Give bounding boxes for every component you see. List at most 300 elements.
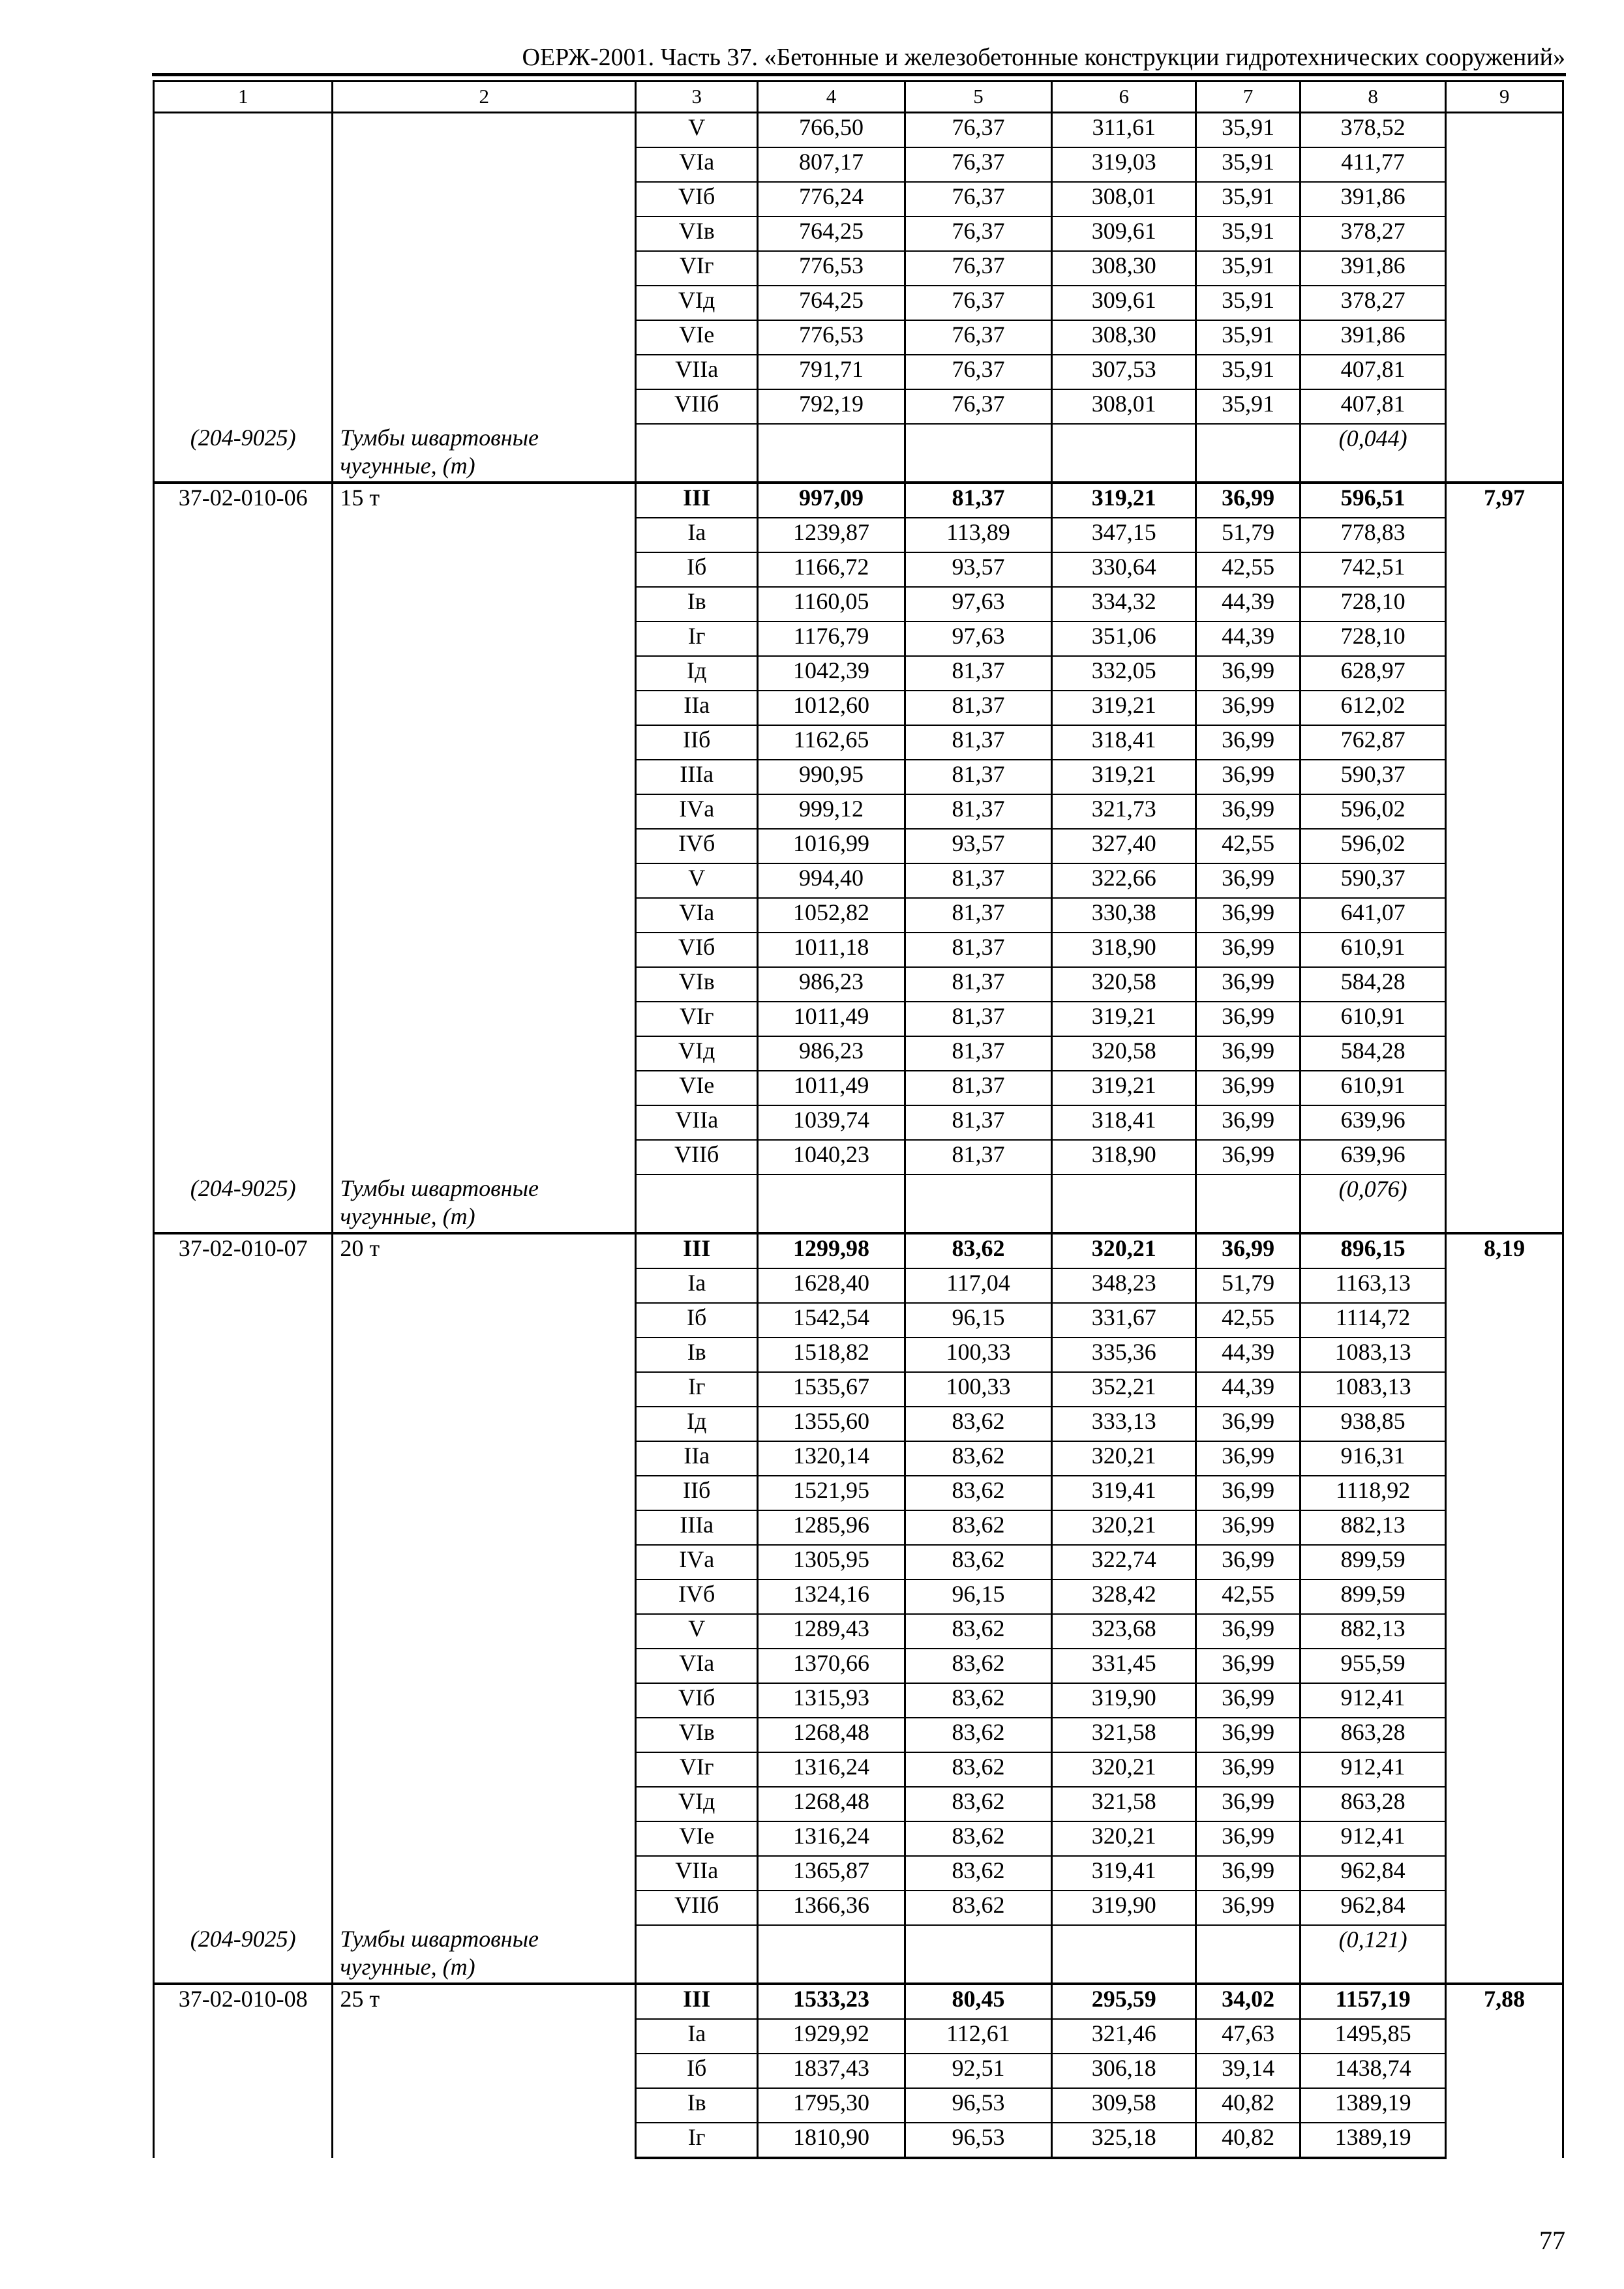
cell-col3: IIIа xyxy=(636,760,758,794)
rate-code: 37-02-010-06 xyxy=(154,483,333,1174)
cell-col8: 955,59 xyxy=(1300,1649,1445,1683)
cell-col6: 351,06 xyxy=(1052,621,1196,656)
cell-col5: 76,37 xyxy=(905,251,1051,286)
cell-col6: 308,01 xyxy=(1052,182,1196,217)
cell-col8: 628,97 xyxy=(1300,656,1445,691)
cell-col3: VIа xyxy=(636,1649,758,1683)
cell-col3: VIIа xyxy=(636,1105,758,1140)
cell-col6: 320,21 xyxy=(1052,1821,1196,1856)
cell-col7: 36,99 xyxy=(1196,863,1301,898)
resource-row xyxy=(154,424,1563,483)
cell-col6: 335,36 xyxy=(1052,1338,1196,1372)
cell-col5: 83,62 xyxy=(905,1441,1051,1476)
cell-col6: 318,41 xyxy=(1052,1105,1196,1140)
cell-col4: 1162,65 xyxy=(758,725,905,760)
cell-col5: 92,51 xyxy=(905,2054,1051,2088)
price-table xyxy=(153,80,1564,2159)
cell-col4: 1365,87 xyxy=(758,1856,905,1891)
column-number: 3 xyxy=(636,82,758,113)
cell-col6: 352,21 xyxy=(1052,1372,1196,1407)
header-rule xyxy=(152,73,1566,76)
cell-col7: 35,91 xyxy=(1196,147,1301,182)
cell-col7: 35,91 xyxy=(1196,389,1301,424)
cell-col3: VIIб xyxy=(636,389,758,424)
cell-col7: 36,99 xyxy=(1196,1614,1301,1649)
cell-col7: 36,99 xyxy=(1196,760,1301,794)
cell-col5: 113,89 xyxy=(905,518,1051,552)
cell-col5: 97,63 xyxy=(905,587,1051,621)
cell-col6: 321,46 xyxy=(1052,2019,1196,2054)
cell-col5: 96,53 xyxy=(905,2123,1051,2158)
resource-row xyxy=(154,1925,1563,1984)
cell-col6: 323,68 xyxy=(1052,1614,1196,1649)
cell-col7: 36,99 xyxy=(1196,933,1301,967)
cell-col3: VIе xyxy=(636,1821,758,1856)
cell-col8: 1389,19 xyxy=(1300,2123,1445,2158)
resource-empty-cell xyxy=(1052,1925,1196,1984)
cell-col5: 81,37 xyxy=(905,898,1051,933)
cell-col6: 330,38 xyxy=(1052,898,1196,933)
cell-col5: 76,37 xyxy=(905,182,1051,217)
cell-col4: 1929,92 xyxy=(758,2019,905,2054)
cell-col5: 81,37 xyxy=(905,1036,1051,1071)
cell-col3: IIа xyxy=(636,1441,758,1476)
cell-col5: 83,62 xyxy=(905,1752,1051,1787)
cell-col5: 83,62 xyxy=(905,1821,1051,1856)
cell-col5: 117,04 xyxy=(905,1268,1051,1303)
resource-name: Тумбы швартовные чугунные, (т) xyxy=(333,1174,636,1233)
cell-col3: VIб xyxy=(636,182,758,217)
cell-col7: 36,99 xyxy=(1196,1752,1301,1787)
cell-col8: 728,10 xyxy=(1300,621,1445,656)
cell-col7: 35,91 xyxy=(1196,320,1301,355)
cell-col3: IIIа xyxy=(636,1510,758,1545)
cell-col5: 83,62 xyxy=(905,1407,1051,1441)
cell-col4: 1366,36 xyxy=(758,1891,905,1925)
resource-empty-cell xyxy=(758,424,905,483)
cell-col3: VIд xyxy=(636,286,758,320)
cell-col5: 81,37 xyxy=(905,656,1051,691)
cell-col3: V xyxy=(636,1614,758,1649)
cell-col5: 112,61 xyxy=(905,2019,1051,2054)
cell-col3: VIе xyxy=(636,320,758,355)
cell-col3: Iг xyxy=(636,1372,758,1407)
cell-col8: 912,41 xyxy=(1300,1752,1445,1787)
cell-col8: 962,84 xyxy=(1300,1856,1445,1891)
cell-col8: 912,41 xyxy=(1300,1683,1445,1718)
cell-col6: 307,53 xyxy=(1052,355,1196,389)
cell-col6: 331,67 xyxy=(1052,1303,1196,1338)
cell-col5: 81,37 xyxy=(905,725,1051,760)
cell-col6: 328,42 xyxy=(1052,1579,1196,1614)
cell-col6: 347,15 xyxy=(1052,518,1196,552)
cell-col3: Iб xyxy=(636,552,758,587)
cell-col4: 999,12 xyxy=(758,794,905,829)
cell-col7: 36,99 xyxy=(1196,1140,1301,1174)
cell-col3: V xyxy=(636,863,758,898)
column-number: 6 xyxy=(1052,82,1196,113)
table-row xyxy=(154,483,1563,518)
page-number: 77 xyxy=(1539,2226,1565,2255)
cell-col5: 83,62 xyxy=(905,1476,1051,1510)
cell-col3: VIа xyxy=(636,147,758,182)
resource-empty-cell xyxy=(905,1174,1051,1233)
cell-col6: 322,66 xyxy=(1052,863,1196,898)
cell-col7: 40,82 xyxy=(1196,2123,1301,2158)
cell-col7: 36,99 xyxy=(1196,1683,1301,1718)
column-number: 2 xyxy=(333,82,636,113)
resource-code: (204-9025) xyxy=(154,1174,333,1233)
cell-col5: 76,37 xyxy=(905,286,1051,320)
cell-col3: Iа xyxy=(636,2019,758,2054)
price-table-body xyxy=(154,82,1563,2159)
cell-col8: 391,86 xyxy=(1300,182,1445,217)
cell-col4: 1305,95 xyxy=(758,1545,905,1579)
cell-col7: 36,99 xyxy=(1196,1105,1301,1140)
cell-col7: 36,99 xyxy=(1196,1718,1301,1752)
cell-col3: IIб xyxy=(636,725,758,760)
cell-col4: 1315,93 xyxy=(758,1683,905,1718)
rate-name: 20 т xyxy=(333,1233,636,1925)
cell-col8: 1083,13 xyxy=(1300,1372,1445,1407)
cell-col8: 1114,72 xyxy=(1300,1303,1445,1338)
col9-value xyxy=(1446,113,1563,483)
cell-col3: IIа xyxy=(636,691,758,725)
cell-col4: 1239,87 xyxy=(758,518,905,552)
cell-col3: VIд xyxy=(636,1036,758,1071)
cell-col6: 327,40 xyxy=(1052,829,1196,863)
cell-col3: VIIб xyxy=(636,1891,758,1925)
cell-col6: 308,01 xyxy=(1052,389,1196,424)
cell-col8: 407,81 xyxy=(1300,389,1445,424)
cell-col4: 1011,49 xyxy=(758,1002,905,1036)
resource-value: (0,076) xyxy=(1300,1174,1445,1233)
cell-col5: 81,37 xyxy=(905,967,1051,1002)
cell-col7: 51,79 xyxy=(1196,518,1301,552)
cell-col6: 320,21 xyxy=(1052,1233,1196,1268)
cell-col6: 333,13 xyxy=(1052,1407,1196,1441)
cell-col4: 1320,14 xyxy=(758,1441,905,1476)
cell-col3: Iв xyxy=(636,587,758,621)
cell-col4: 776,53 xyxy=(758,251,905,286)
cell-col8: 899,59 xyxy=(1300,1579,1445,1614)
cell-col8: 1438,74 xyxy=(1300,2054,1445,2088)
cell-col4: 1052,82 xyxy=(758,898,905,933)
cell-col5: 83,62 xyxy=(905,1233,1051,1268)
cell-col4: 764,25 xyxy=(758,286,905,320)
cell-col6: 321,58 xyxy=(1052,1787,1196,1821)
cell-col8: 762,87 xyxy=(1300,725,1445,760)
cell-col8: 407,81 xyxy=(1300,355,1445,389)
cell-col7: 36,99 xyxy=(1196,691,1301,725)
cell-col5: 81,37 xyxy=(905,1071,1051,1105)
cell-col8: 590,37 xyxy=(1300,863,1445,898)
cell-col4: 1268,48 xyxy=(758,1718,905,1752)
cell-col6: 319,21 xyxy=(1052,1071,1196,1105)
cell-col7: 36,99 xyxy=(1196,483,1301,518)
cell-col3: Iб xyxy=(636,2054,758,2088)
cell-col4: 791,71 xyxy=(758,355,905,389)
cell-col7: 44,39 xyxy=(1196,587,1301,621)
cell-col5: 97,63 xyxy=(905,621,1051,656)
cell-col7: 36,99 xyxy=(1196,1510,1301,1545)
cell-col5: 81,37 xyxy=(905,483,1051,518)
cell-col5: 83,62 xyxy=(905,1683,1051,1718)
cell-col5: 81,37 xyxy=(905,863,1051,898)
resource-empty-cell xyxy=(636,1925,758,1984)
cell-col4: 1542,54 xyxy=(758,1303,905,1338)
cell-col6: 319,90 xyxy=(1052,1683,1196,1718)
cell-col7: 36,99 xyxy=(1196,1036,1301,1071)
cell-col6: 321,58 xyxy=(1052,1718,1196,1752)
rate-code: 37-02-010-08 xyxy=(154,1984,333,2158)
cell-col3: Iв xyxy=(636,1338,758,1372)
cell-col8: 863,28 xyxy=(1300,1718,1445,1752)
cell-col8: 899,59 xyxy=(1300,1545,1445,1579)
cell-col3: VIв xyxy=(636,967,758,1002)
cell-col4: 1285,96 xyxy=(758,1510,905,1545)
cell-col8: 863,28 xyxy=(1300,1787,1445,1821)
cell-col4: 766,50 xyxy=(758,113,905,148)
cell-col6: 318,90 xyxy=(1052,933,1196,967)
cell-col8: 596,51 xyxy=(1300,483,1445,518)
resource-empty-cell xyxy=(758,1174,905,1233)
resource-value: (0,121) xyxy=(1300,1925,1445,1984)
cell-col7: 36,99 xyxy=(1196,1821,1301,1856)
cell-col6: 334,32 xyxy=(1052,587,1196,621)
cell-col3: VIг xyxy=(636,1002,758,1036)
cell-col4: 1160,05 xyxy=(758,587,905,621)
cell-col3: III xyxy=(636,1233,758,1268)
cell-col8: 596,02 xyxy=(1300,794,1445,829)
cell-col5: 76,37 xyxy=(905,320,1051,355)
cell-col6: 319,90 xyxy=(1052,1891,1196,1925)
cell-col7: 36,99 xyxy=(1196,1476,1301,1510)
cell-col5: 100,33 xyxy=(905,1338,1051,1372)
resource-empty-cell xyxy=(1052,424,1196,483)
cell-col4: 1628,40 xyxy=(758,1268,905,1303)
cell-col7: 42,55 xyxy=(1196,1579,1301,1614)
cell-col4: 1166,72 xyxy=(758,552,905,587)
resource-empty-cell xyxy=(905,424,1051,483)
cell-col5: 93,57 xyxy=(905,829,1051,863)
cell-col7: 36,99 xyxy=(1196,1407,1301,1441)
cell-col7: 44,39 xyxy=(1196,621,1301,656)
column-number: 7 xyxy=(1196,82,1301,113)
rate-code xyxy=(154,113,333,425)
cell-col6: 309,61 xyxy=(1052,286,1196,320)
cell-col7: 47,63 xyxy=(1196,2019,1301,2054)
cell-col3: Iб xyxy=(636,1303,758,1338)
cell-col6: 319,03 xyxy=(1052,147,1196,182)
cell-col8: 391,86 xyxy=(1300,251,1445,286)
cell-col4: 990,95 xyxy=(758,760,905,794)
cell-col8: 584,28 xyxy=(1300,1036,1445,1071)
resource-value: (0,044) xyxy=(1300,424,1445,483)
cell-col5: 100,33 xyxy=(905,1372,1051,1407)
table-row xyxy=(154,1984,1563,2019)
cell-col6: 319,21 xyxy=(1052,760,1196,794)
cell-col3: VIа xyxy=(636,898,758,933)
cell-col8: 912,41 xyxy=(1300,1821,1445,1856)
rate-name: 15 т xyxy=(333,483,636,1174)
cell-col3: VIв xyxy=(636,217,758,251)
cell-col6: 318,41 xyxy=(1052,725,1196,760)
cell-col5: 81,37 xyxy=(905,760,1051,794)
cell-col8: 1118,92 xyxy=(1300,1476,1445,1510)
column-number: 5 xyxy=(905,82,1051,113)
cell-col5: 76,37 xyxy=(905,389,1051,424)
cell-col6: 308,30 xyxy=(1052,320,1196,355)
resource-code: (204-9025) xyxy=(154,1925,333,1984)
cell-col7: 36,99 xyxy=(1196,967,1301,1002)
cell-col3: V xyxy=(636,113,758,148)
resource-name: Тумбы швартовные чугунные, (т) xyxy=(333,424,636,483)
cell-col4: 1837,43 xyxy=(758,2054,905,2088)
cell-col4: 1011,18 xyxy=(758,933,905,967)
cell-col7: 36,99 xyxy=(1196,725,1301,760)
cell-col3: VIд xyxy=(636,1787,758,1821)
cell-col7: 36,99 xyxy=(1196,898,1301,933)
cell-col3: Iг xyxy=(636,2123,758,2158)
resource-empty-cell xyxy=(1196,1174,1301,1233)
cell-col7: 39,14 xyxy=(1196,2054,1301,2088)
cell-col3: VIIа xyxy=(636,355,758,389)
cell-col8: 391,86 xyxy=(1300,320,1445,355)
cell-col8: 612,02 xyxy=(1300,691,1445,725)
cell-col8: 584,28 xyxy=(1300,967,1445,1002)
cell-col3: VIIб xyxy=(636,1140,758,1174)
cell-col4: 1012,60 xyxy=(758,691,905,725)
cell-col8: 728,10 xyxy=(1300,587,1445,621)
cell-col8: 938,85 xyxy=(1300,1407,1445,1441)
cell-col8: 896,15 xyxy=(1300,1233,1445,1268)
cell-col6: 325,18 xyxy=(1052,2123,1196,2158)
cell-col8: 962,84 xyxy=(1300,1891,1445,1925)
cell-col4: 1016,99 xyxy=(758,829,905,863)
cell-col4: 1370,66 xyxy=(758,1649,905,1683)
cell-col6: 319,21 xyxy=(1052,691,1196,725)
cell-col3: IVб xyxy=(636,829,758,863)
cell-col6: 319,41 xyxy=(1052,1476,1196,1510)
cell-col5: 81,37 xyxy=(905,1002,1051,1036)
cell-col5: 83,62 xyxy=(905,1856,1051,1891)
col9-value: 8,19 xyxy=(1446,1233,1563,1984)
cell-col4: 986,23 xyxy=(758,1036,905,1071)
cell-col8: 378,27 xyxy=(1300,286,1445,320)
cell-col7: 35,91 xyxy=(1196,182,1301,217)
cell-col6: 309,58 xyxy=(1052,2088,1196,2123)
cell-col7: 36,99 xyxy=(1196,794,1301,829)
cell-col8: 742,51 xyxy=(1300,552,1445,587)
cell-col4: 1316,24 xyxy=(758,1752,905,1787)
cell-col7: 36,99 xyxy=(1196,656,1301,691)
cell-col6: 322,74 xyxy=(1052,1545,1196,1579)
cell-col4: 1040,23 xyxy=(758,1140,905,1174)
cell-col4: 776,24 xyxy=(758,182,905,217)
cell-col7: 35,91 xyxy=(1196,113,1301,148)
cell-col4: 1176,79 xyxy=(758,621,905,656)
resource-code: (204-9025) xyxy=(154,424,333,483)
cell-col3: Iд xyxy=(636,1407,758,1441)
column-number-row xyxy=(154,82,1563,113)
cell-col4: 1289,43 xyxy=(758,1614,905,1649)
cell-col8: 590,37 xyxy=(1300,760,1445,794)
resource-empty-cell xyxy=(758,1925,905,1984)
resource-empty-cell xyxy=(1052,1174,1196,1233)
cell-col5: 81,37 xyxy=(905,933,1051,967)
cell-col7: 42,55 xyxy=(1196,1303,1301,1338)
cell-col8: 1163,13 xyxy=(1300,1268,1445,1303)
cell-col3: VIIа xyxy=(636,1856,758,1891)
cell-col7: 42,55 xyxy=(1196,552,1301,587)
cell-col7: 44,39 xyxy=(1196,1372,1301,1407)
cell-col7: 35,91 xyxy=(1196,286,1301,320)
cell-col8: 916,31 xyxy=(1300,1441,1445,1476)
cell-col6: 320,21 xyxy=(1052,1441,1196,1476)
cell-col4: 1355,60 xyxy=(758,1407,905,1441)
cell-col5: 76,37 xyxy=(905,217,1051,251)
cell-col5: 96,15 xyxy=(905,1579,1051,1614)
cell-col5: 81,37 xyxy=(905,1105,1051,1140)
cell-col6: 321,73 xyxy=(1052,794,1196,829)
cell-col8: 639,96 xyxy=(1300,1105,1445,1140)
resource-empty-cell xyxy=(1196,424,1301,483)
cell-col6: 311,61 xyxy=(1052,113,1196,148)
resource-empty-cell xyxy=(636,424,758,483)
cell-col3: VIб xyxy=(636,933,758,967)
cell-col3: Iв xyxy=(636,2088,758,2123)
cell-col5: 96,15 xyxy=(905,1303,1051,1338)
cell-col7: 36,99 xyxy=(1196,1787,1301,1821)
rate-code: 37-02-010-07 xyxy=(154,1233,333,1925)
cell-col8: 641,07 xyxy=(1300,898,1445,933)
cell-col7: 36,99 xyxy=(1196,1856,1301,1891)
cell-col7: 36,99 xyxy=(1196,1002,1301,1036)
cell-col5: 76,37 xyxy=(905,113,1051,148)
rate-name xyxy=(333,113,636,425)
cell-col3: VIв xyxy=(636,1718,758,1752)
cell-col4: 1299,98 xyxy=(758,1233,905,1268)
cell-col5: 93,57 xyxy=(905,552,1051,587)
cell-col7: 51,79 xyxy=(1196,1268,1301,1303)
cell-col7: 36,99 xyxy=(1196,1071,1301,1105)
cell-col8: 882,13 xyxy=(1300,1614,1445,1649)
cell-col4: 1521,95 xyxy=(758,1476,905,1510)
cell-col5: 83,62 xyxy=(905,1649,1051,1683)
cell-col6: 332,05 xyxy=(1052,656,1196,691)
column-number: 1 xyxy=(154,82,333,113)
cell-col8: 411,77 xyxy=(1300,147,1445,182)
cell-col4: 764,25 xyxy=(758,217,905,251)
cell-col7: 42,55 xyxy=(1196,829,1301,863)
cell-col4: 1268,48 xyxy=(758,1787,905,1821)
column-number: 9 xyxy=(1446,82,1563,113)
cell-col4: 1324,16 xyxy=(758,1579,905,1614)
cell-col3: Iд xyxy=(636,656,758,691)
cell-col8: 610,91 xyxy=(1300,1002,1445,1036)
cell-col4: 1011,49 xyxy=(758,1071,905,1105)
cell-col5: 81,37 xyxy=(905,1140,1051,1174)
cell-col6: 320,21 xyxy=(1052,1510,1196,1545)
cell-col7: 44,39 xyxy=(1196,1338,1301,1372)
cell-col5: 76,37 xyxy=(905,147,1051,182)
cell-col8: 378,27 xyxy=(1300,217,1445,251)
cell-col6: 330,64 xyxy=(1052,552,1196,587)
column-number: 8 xyxy=(1300,82,1445,113)
cell-col4: 1042,39 xyxy=(758,656,905,691)
cell-col3: IVа xyxy=(636,794,758,829)
